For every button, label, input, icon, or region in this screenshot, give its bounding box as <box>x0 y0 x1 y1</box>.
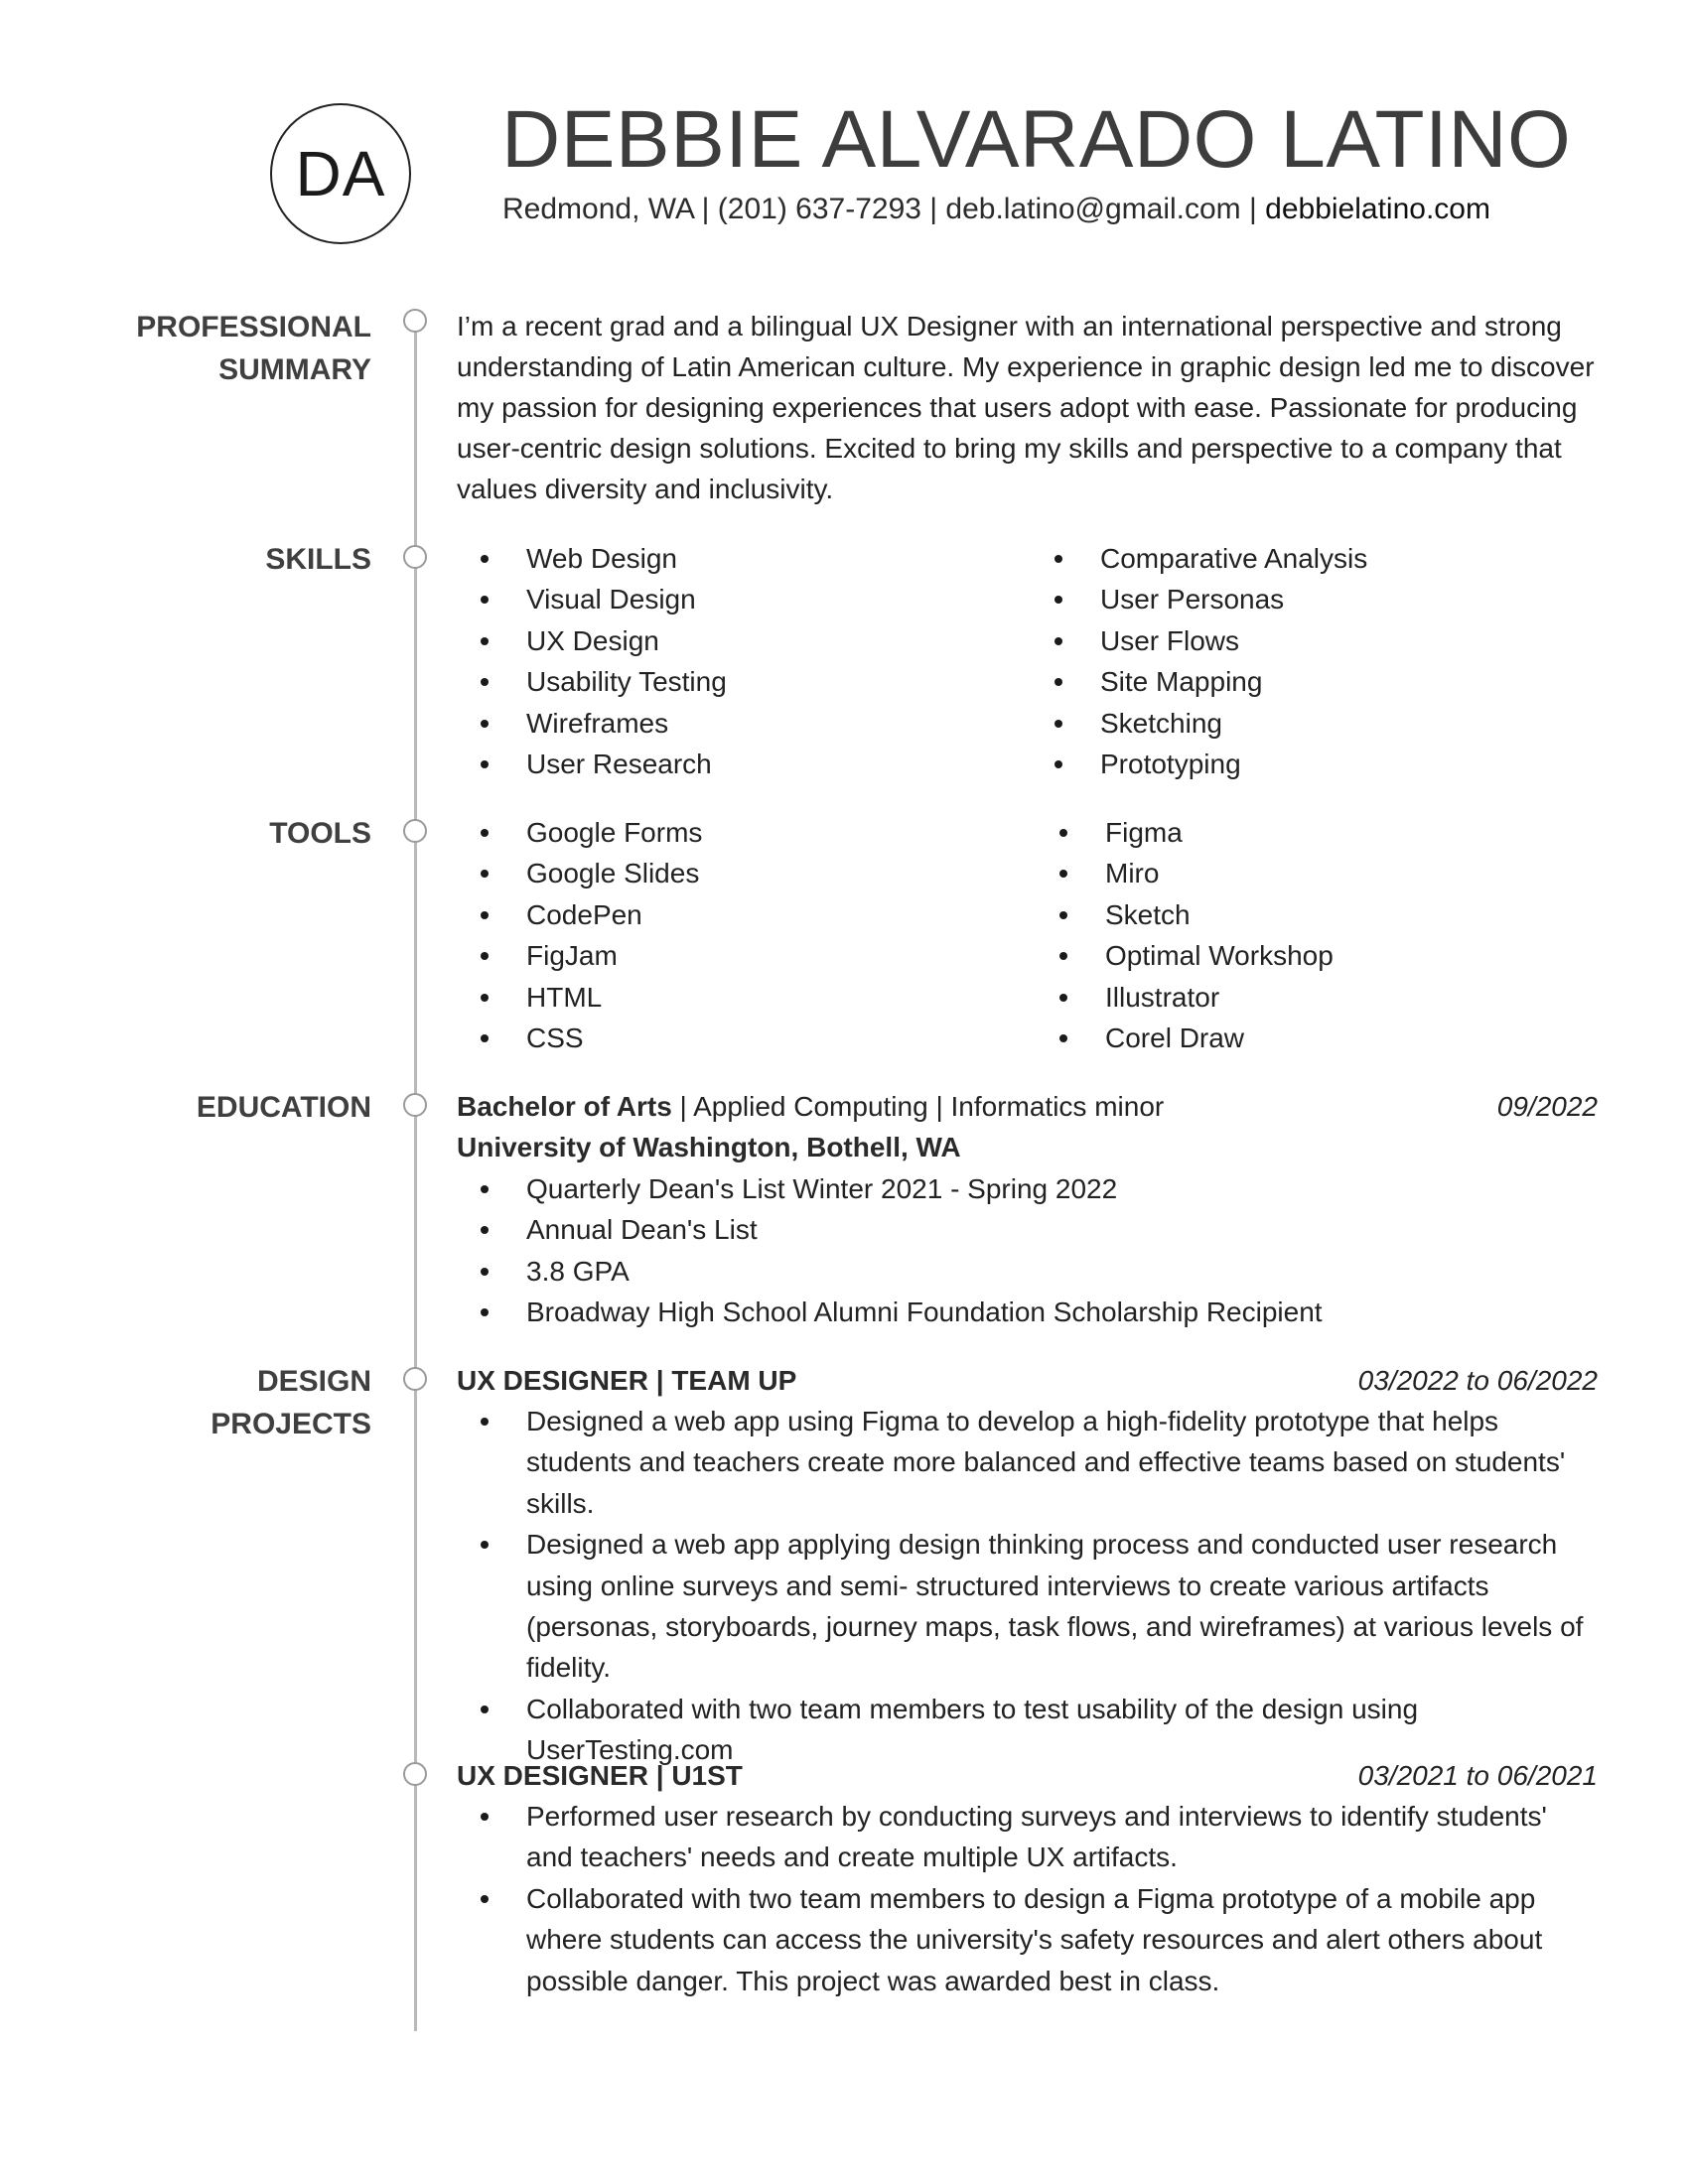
list-item: Broadway High School Alumni Foundation Scholarship Recipient <box>457 1292 1599 1332</box>
contact-line <box>502 193 1490 226</box>
contact-separator: | <box>920 193 946 225</box>
section-label-education: EDUCATION <box>196 1091 371 1124</box>
list-item: Web Design <box>457 538 1013 579</box>
contact-phone: (201) 637-7293 <box>717 193 921 225</box>
timeline-dot-icon <box>403 309 427 333</box>
education-degree-line <box>457 1086 1164 1127</box>
list-item: Collaborated with two team members to test usability of the design using UserTesting.com <box>457 1689 1599 1771</box>
section-label-line: PROFESSIONAL <box>136 311 371 343</box>
project-date: 03/2022 to 06/2022 <box>1357 1365 1598 1396</box>
education-date: 09/2022 <box>1496 1091 1598 1122</box>
skills-list-left <box>457 538 1013 784</box>
project-bullets <box>457 1796 1599 2001</box>
summary-text: I’m a recent grad and a bilingual UX Designer with an international perspective and strong understanding of Latin American culture. My experience in graphic design led me to discover my passion for designing experiences that users adopt with ease. Passionate for producing user-centric design solutions. Excited to bring my skills and perspective to a company that values diversity and inclusivity. <box>457 311 1595 504</box>
education-field: | Applied Computing | Informatics minor <box>671 1091 1165 1122</box>
tools-list-left <box>457 812 1013 1058</box>
monogram-avatar <box>270 103 411 244</box>
project-date: 03/2021 to 06/2021 <box>1357 1760 1598 1791</box>
section-label-tools: TOOLS <box>269 817 371 850</box>
list-item: Sketching <box>1031 703 1587 744</box>
timeline-dot-icon <box>403 545 427 569</box>
project-title-text: UX DESIGNER | U1ST <box>457 1760 743 1791</box>
list-item: Quarterly Dean's List Winter 2021 - Spring 2022 <box>457 1168 1599 1209</box>
section-label-skills: SKILLS <box>265 543 371 576</box>
list-item: CSS <box>457 1018 1013 1058</box>
timeline-dot-icon <box>403 1762 427 1786</box>
skills-list-right <box>1031 538 1587 784</box>
tools-list-right <box>1036 812 1592 1058</box>
list-item: UX Design <box>457 620 1013 661</box>
list-item: Visual Design <box>457 579 1013 619</box>
list-item: 3.8 GPA <box>457 1251 1599 1292</box>
project-title <box>457 1360 796 1401</box>
list-item: Illustrator <box>1036 977 1592 1018</box>
project-title <box>457 1755 743 1796</box>
timeline-dot-icon <box>403 1367 427 1391</box>
list-item: User Personas <box>1031 579 1587 619</box>
list-item: Google Slides <box>457 853 1013 893</box>
section-label-line: DESIGN <box>256 1365 371 1398</box>
contact-separator: | <box>693 193 718 225</box>
list-item: Miro <box>1036 853 1592 893</box>
list-item: Comparative Analysis <box>1031 538 1587 579</box>
list-item: Usability Testing <box>457 661 1013 702</box>
list-item: Performed user research by conducting surveys and interviews to identify students' and teachers' needs and create multiple UX artifacts. <box>457 1796 1599 1878</box>
section-label-line: SUMMARY <box>218 353 371 386</box>
contact-email[interactable]: deb.latino@gmail.com <box>945 193 1241 225</box>
education-degree: Bachelor of Arts <box>457 1091 672 1122</box>
list-item: Designed a web app using Figma to develop a high-fidelity prototype that helps students and teachers create more balanced and effective teams based on students' skills. <box>457 1401 1599 1524</box>
monogram-initials: DA <box>295 138 386 209</box>
list-item: CodePen <box>457 894 1013 935</box>
list-item: Prototyping <box>1031 744 1587 784</box>
section-label-summary <box>136 306 371 391</box>
candidate-name: DEBBIE ALVARADO LATINO <box>501 94 1572 185</box>
list-item: Sketch <box>1036 894 1592 935</box>
education-list <box>457 1168 1599 1333</box>
contact-location: Redmond, WA <box>502 193 694 225</box>
contact-separator: | <box>1240 193 1266 225</box>
list-item: Google Forms <box>457 812 1013 853</box>
timeline-dot-icon <box>403 819 427 843</box>
list-item: Annual Dean's List <box>457 1209 1599 1250</box>
section-label-line: PROJECTS <box>211 1408 371 1440</box>
education-school-name: University of Washington, Bothell, WA <box>457 1132 961 1162</box>
list-item: Figma <box>1036 812 1592 853</box>
section-label-projects <box>211 1360 371 1445</box>
list-item: Optimal Workshop <box>1036 935 1592 976</box>
project-bullets <box>457 1401 1599 1771</box>
list-item: Wireframes <box>457 703 1013 744</box>
contact-website[interactable]: debbielatino.com <box>1265 193 1490 225</box>
list-item: Corel Draw <box>1036 1018 1592 1058</box>
timeline-dot-icon <box>403 1093 427 1117</box>
list-item: HTML <box>457 977 1013 1018</box>
list-item: FigJam <box>457 935 1013 976</box>
education-school <box>457 1127 961 1167</box>
list-item: User Flows <box>1031 620 1587 661</box>
project-title-text: UX DESIGNER | TEAM UP <box>457 1365 797 1396</box>
list-item: User Research <box>457 744 1013 784</box>
list-item: Collaborated with two team members to design a Figma prototype of a mobile app where students can access the university's safety resources and alert others about possible danger. This project was awarded best in class. <box>457 1878 1599 2001</box>
list-item: Site Mapping <box>1031 661 1587 702</box>
list-item: Designed a web app applying design thinking process and conducted user research using online surveys and semi- structured interviews to create various artifacts (personas, storyboards, journey maps, task flows, and wireframes) at various levels of fidelity. <box>457 1524 1599 1689</box>
